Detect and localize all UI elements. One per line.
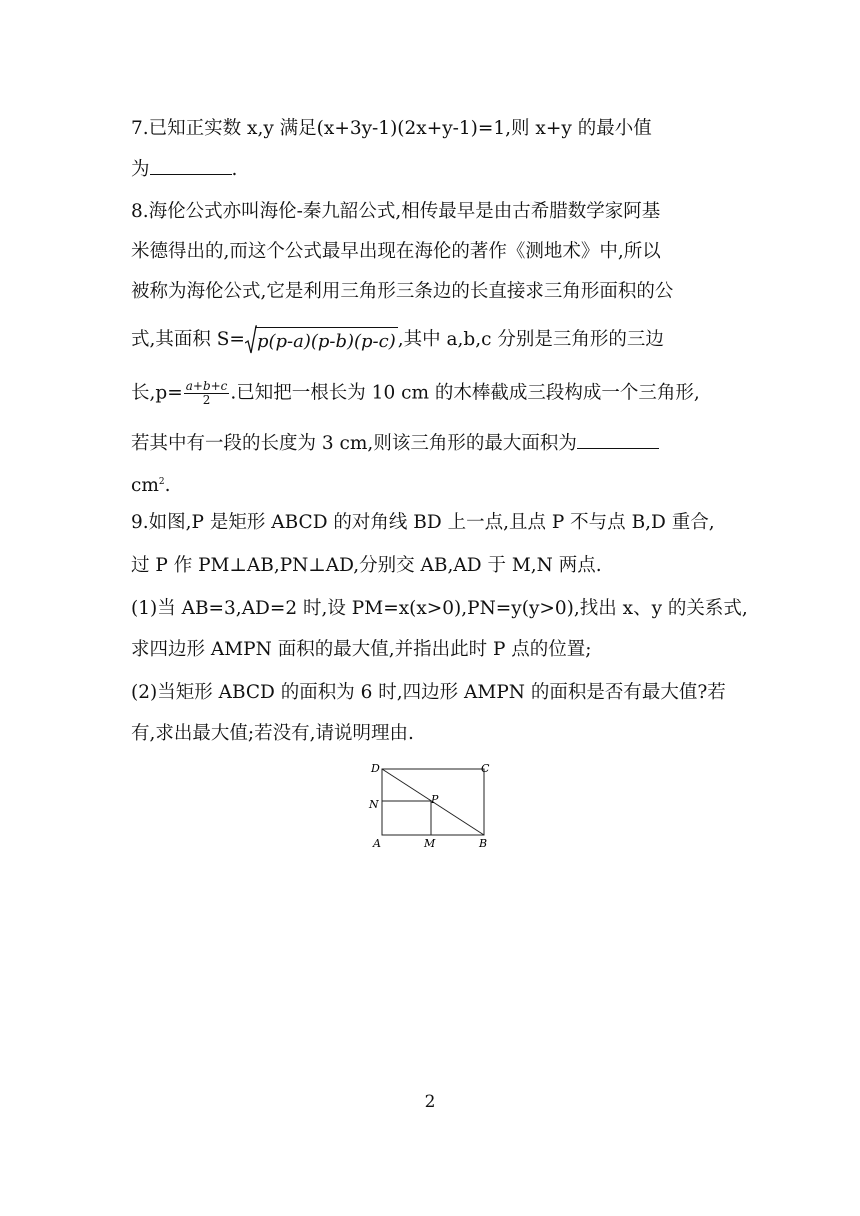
label-m: M	[424, 837, 436, 850]
q8-line6	[131, 430, 659, 456]
q9-line1: 9.如图,P 是矩形 ABCD 的对角线 BD 上一点,且点 P 不与点 B,D 重合,	[131, 512, 715, 533]
formula-radicand: p(p-a)(p-b)(p-c)	[255, 327, 398, 354]
label-n: N	[369, 798, 379, 811]
q8-line4-suffix: ,其中 a,b,c 分别是三角形的三边	[397, 329, 664, 350]
q8-line4	[131, 325, 664, 355]
q8-unit-sup: 2	[158, 477, 165, 487]
q8-line5-suffix: .已知把一根长为 10 cm 的木棒截成三段构成一个三角形,	[230, 382, 700, 404]
q8-line3: 被称为海伦公式,它是利用三角形三条边的长直接求三角形面积的公	[131, 281, 674, 302]
q7-line2-prefix: 为	[131, 159, 150, 180]
q8-unit: cm	[131, 475, 159, 497]
q8-line6-text: 若其中有一段的长度为 3 cm,则该三角形的最大面积为	[131, 433, 577, 454]
semiperimeter-fraction	[184, 380, 230, 407]
q8-line1: 8.海伦公式亦叫海伦-秦九韶公式,相传最早是由古希腊数学家阿基	[131, 201, 661, 222]
q7-answer-blank	[150, 156, 232, 175]
q7-line2-suffix: .	[231, 159, 238, 180]
q7-line1: 7.已知正实数 x,y 满足(x+3y-1)(2x+y-1)=1,则 x+y 的最小值	[131, 118, 652, 139]
label-p: P	[431, 793, 439, 806]
heron-formula	[245, 325, 398, 355]
fraction-numerator: a+b+c	[185, 379, 228, 393]
q8-line5-prefix: 长,p=	[131, 382, 183, 404]
q8-line5	[131, 380, 700, 407]
rectangle-figure	[362, 758, 502, 854]
page-number: 2	[424, 1092, 436, 1112]
q8-line2: 米德得出的,而这个公式最早出现在海伦的著作《测地术》中,所以	[131, 241, 661, 262]
q9-line3: (1)当 AB=3,AD=2 时,设 PM=x(x>0),PN=y(y>0),找出 x、y 的关系式,	[131, 598, 748, 619]
label-c: C	[481, 762, 490, 775]
q9-line2: 过 P 作 PM⊥AB,PN⊥AD,分别交 AB,AD 于 M,N 两点.	[131, 555, 602, 576]
q8-line7-suffix: .	[164, 475, 171, 497]
label-b: B	[479, 837, 488, 850]
q8-line7	[131, 470, 171, 498]
q7-line2	[131, 156, 237, 182]
q9-line4: 求四边形 AMPN 面积的最大值,并指出此时 P 点的位置;	[131, 639, 592, 660]
q8-answer-blank	[577, 430, 659, 449]
q9-line6: 有,求出最大值;若没有,请说明理由.	[131, 723, 414, 744]
label-a: A	[373, 837, 381, 850]
q9-line5: (2)当矩形 ABCD 的面积为 6 时,四边形 AMPN 的面积是否有最大值?若	[131, 682, 726, 703]
q8-line4-prefix: 式,其面积 S=	[131, 329, 245, 350]
fraction-denominator: 2	[202, 393, 211, 407]
label-d: D	[371, 762, 380, 775]
